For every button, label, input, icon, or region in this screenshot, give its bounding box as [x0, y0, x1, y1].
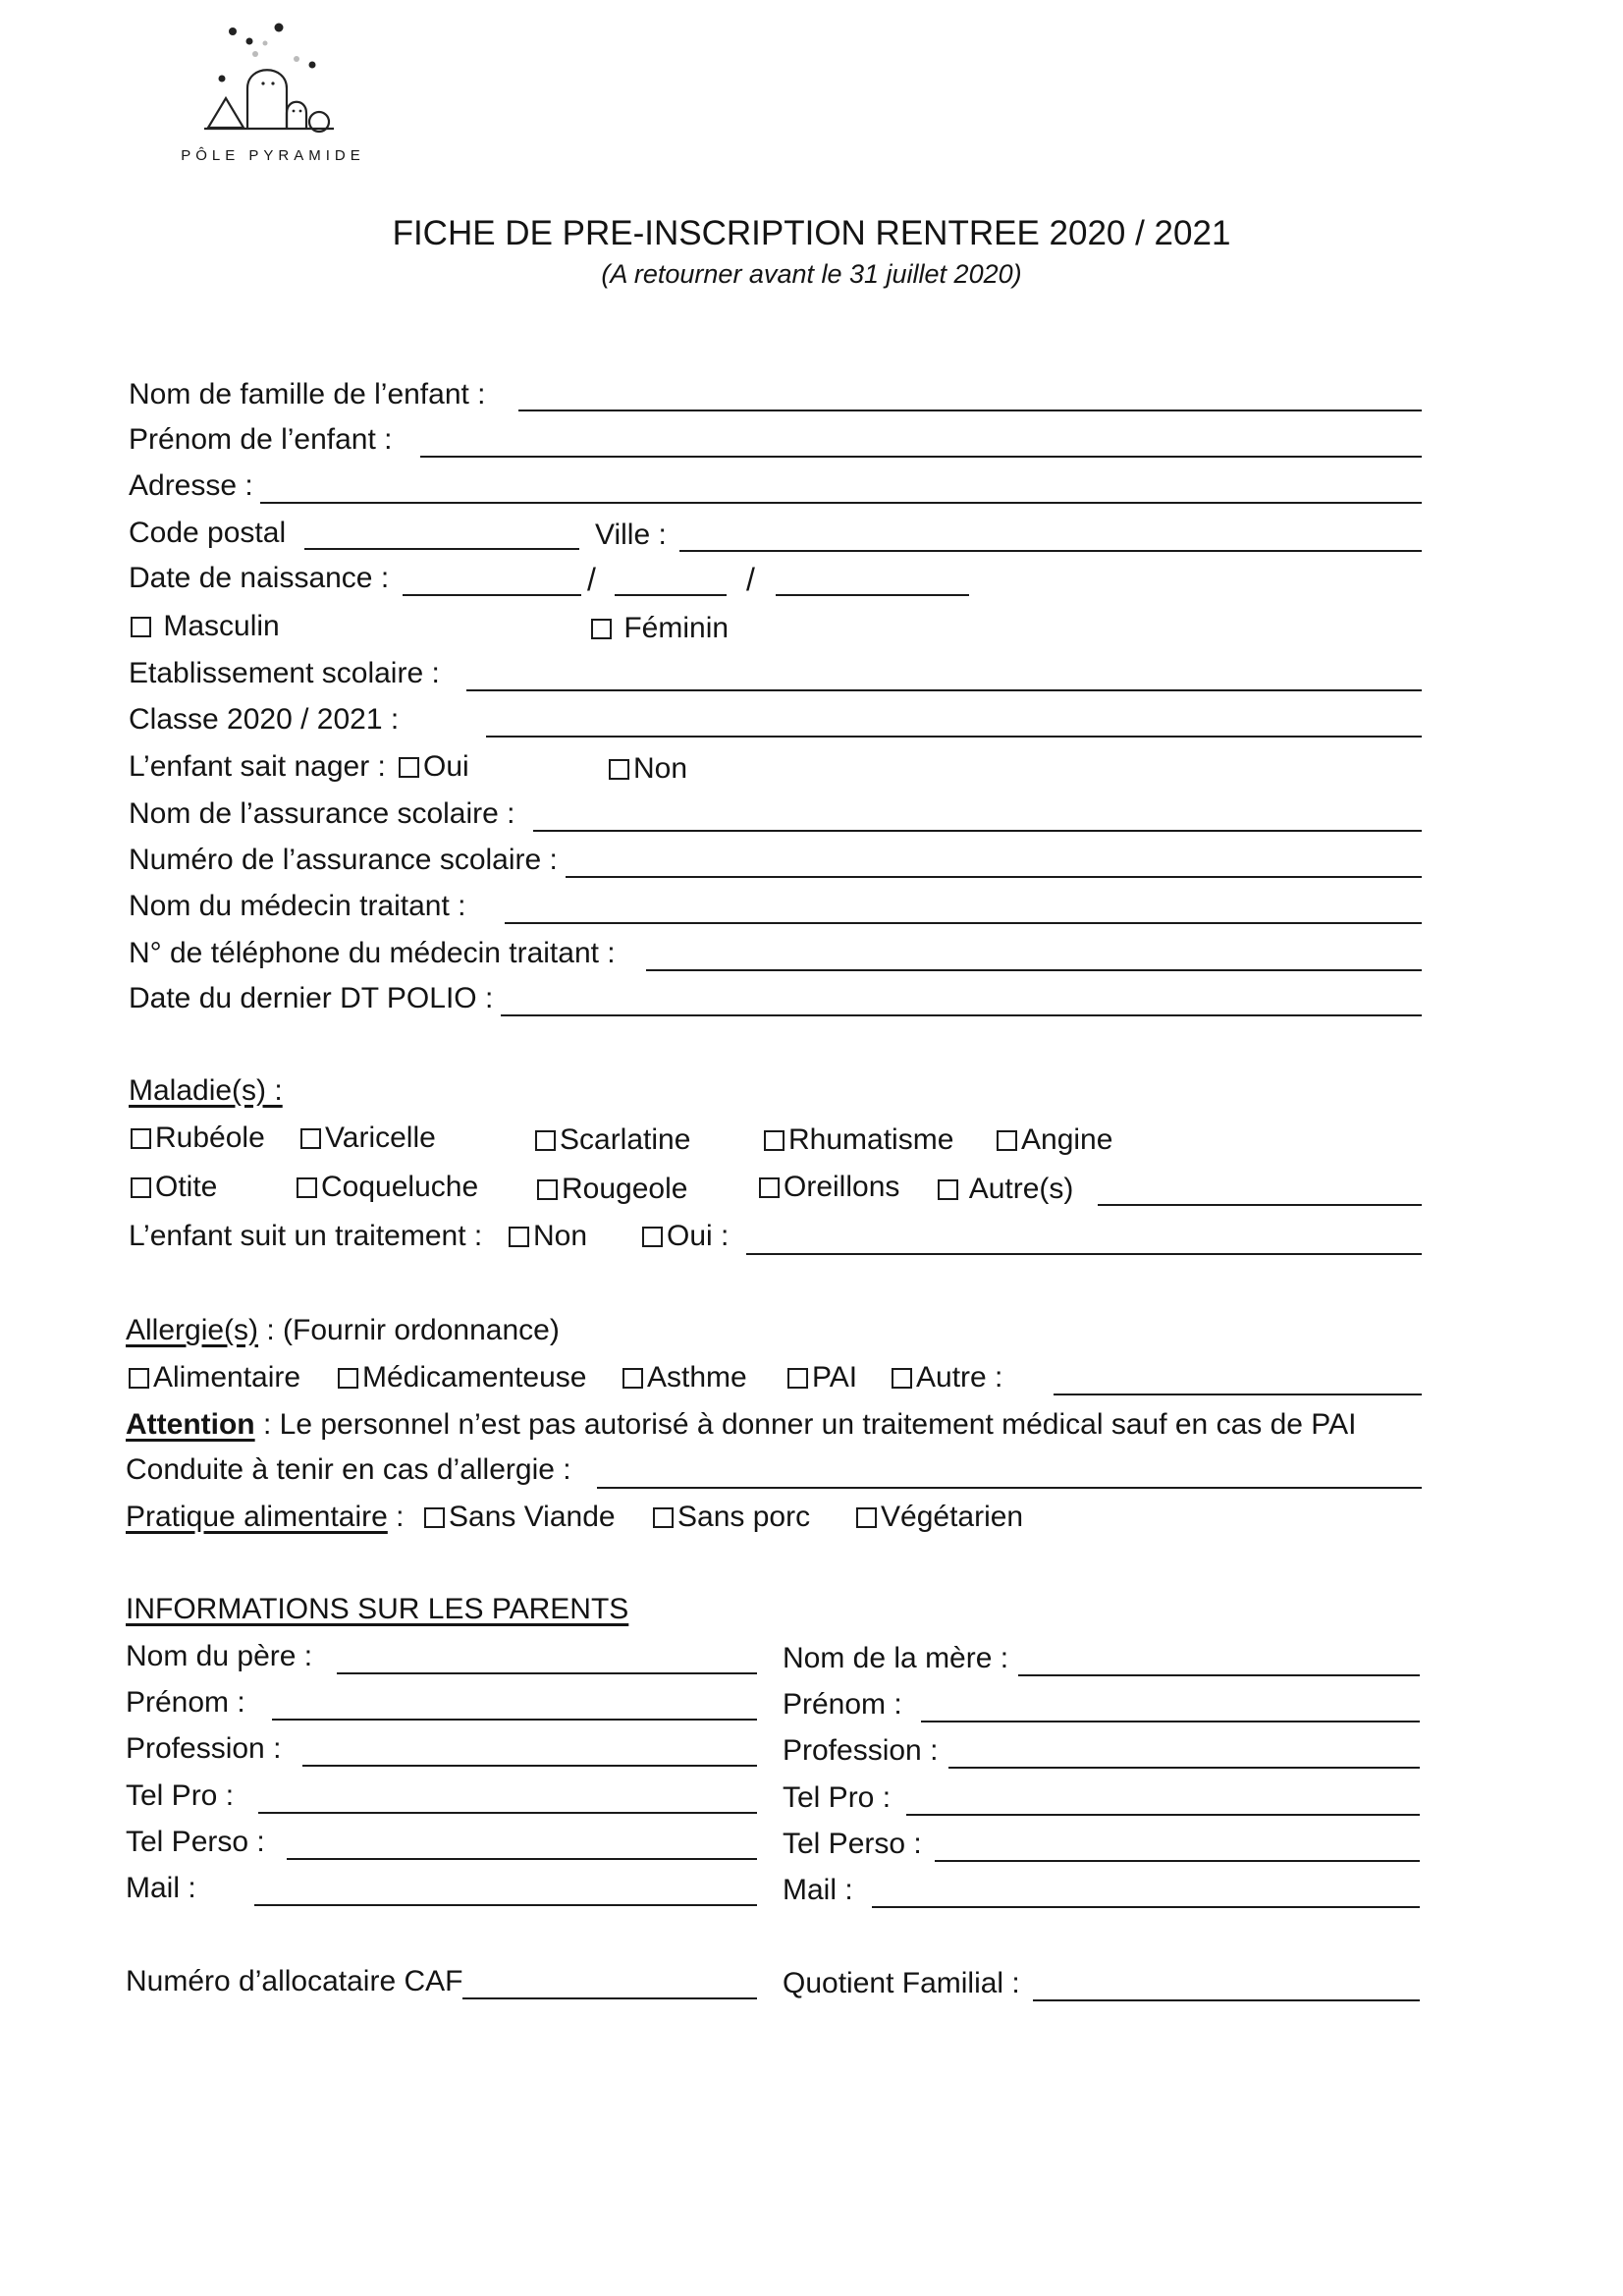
medecin-label: Nom du médecin traitant :: [129, 890, 466, 922]
quotient-field[interactable]: [1033, 1999, 1420, 2001]
assurance-num-field[interactable]: [566, 876, 1422, 878]
mail-pere-label: Mail :: [126, 1872, 196, 1904]
page-title: FICHE DE PRE-INSCRIPTION RENTREE 2020 / 2021: [392, 214, 1231, 252]
mail-pere-field[interactable]: [254, 1904, 757, 1906]
maladie-option[interactable]: Rhumatisme: [764, 1122, 953, 1158]
maladie-option[interactable]: Coqueluche: [297, 1170, 478, 1205]
prenom-enfant-label: Prénom de l’enfant :: [129, 423, 393, 456]
allergie-option[interactable]: Alimentaire: [129, 1360, 300, 1395]
pratique-option[interactable]: Sans Viande: [424, 1500, 616, 1535]
allergie-option[interactable]: Asthme: [622, 1360, 747, 1395]
nager-label: L’enfant sait nager :: [129, 750, 386, 783]
dtpolio-label: Date du dernier DT POLIO :: [129, 982, 494, 1014]
nager-oui-option[interactable]: Oui: [399, 749, 469, 785]
attention-note: Attention : Le personnel n’est pas autorisé à donner un traitement médical sauf en cas de PAI: [126, 1408, 1357, 1441]
pole-pyramide-logo-icon: [196, 20, 373, 147]
page-subtitle: (A retourner avant le 31 juillet 2020): [601, 259, 1022, 289]
adresse-label: Adresse :: [129, 469, 253, 502]
profession-pere-field[interactable]: [302, 1765, 757, 1767]
medecin-tel-label: N° de téléphone du médecin traitant :: [129, 937, 616, 969]
checkbox[interactable]: [764, 1130, 784, 1151]
maladie-option[interactable]: Varicelle: [300, 1121, 436, 1156]
allergie-option[interactable]: PAI: [787, 1360, 857, 1395]
traitement-label: L’enfant suit un traitement :: [129, 1220, 483, 1252]
etablissement-label: Etablissement scolaire :: [129, 657, 440, 689]
assurance-nom-field[interactable]: [533, 830, 1422, 832]
telpro-mere-label: Tel Pro :: [783, 1781, 892, 1814]
dtpolio-field[interactable]: [501, 1014, 1422, 1016]
checkbox[interactable]: [399, 757, 419, 778]
telpro-pere-label: Tel Pro :: [126, 1779, 235, 1812]
conduite-field[interactable]: [597, 1487, 1422, 1489]
checkbox[interactable]: [642, 1227, 663, 1247]
maladie-option[interactable]: Angine: [997, 1122, 1112, 1158]
code-postal-label: Code postal: [129, 517, 287, 549]
maladies-heading: Maladie(s) :: [129, 1074, 283, 1107]
checkbox[interactable]: [938, 1179, 958, 1200]
checkbox[interactable]: [297, 1177, 317, 1198]
pratique-label: Pratique alimentaire :: [126, 1501, 405, 1533]
checkbox[interactable]: [609, 759, 629, 780]
checkbox[interactable]: [591, 619, 612, 639]
date-naissance-label: Date de naissance :: [129, 562, 390, 594]
allergie-option[interactable]: Autre :: [892, 1360, 1002, 1395]
prenom-pere-label: Prénom :: [126, 1686, 245, 1719]
checkbox[interactable]: [424, 1507, 445, 1528]
autres-maladies-field[interactable]: [1098, 1204, 1422, 1206]
telpro-mere-field[interactable]: [906, 1814, 1420, 1816]
classe-label: Classe 2020 / 2021 :: [129, 703, 400, 736]
checkbox[interactable]: [997, 1130, 1017, 1151]
telpro-pere-field[interactable]: [258, 1812, 757, 1814]
mail-mere-field[interactable]: [872, 1906, 1420, 1908]
etablissement-field[interactable]: [466, 689, 1422, 691]
traitement-field[interactable]: [746, 1253, 1422, 1255]
nom-enfant-label: Nom de famille de l’enfant :: [129, 378, 486, 410]
pratique-option[interactable]: Sans porc: [653, 1500, 810, 1535]
ville-field[interactable]: [679, 550, 1422, 552]
allergies-heading: Allergie(s) : (Fournir ordonnance): [126, 1314, 560, 1346]
checkbox[interactable]: [892, 1368, 912, 1389]
allergie-option[interactable]: Médicamenteuse: [338, 1360, 586, 1395]
prenom-pere-field[interactable]: [272, 1719, 757, 1721]
checkbox[interactable]: [338, 1368, 358, 1389]
date-naissance-month-field[interactable]: [615, 594, 727, 596]
profession-mere-field[interactable]: [948, 1767, 1420, 1769]
telperso-mere-field[interactable]: [935, 1860, 1420, 1862]
date-naissance-year-field[interactable]: [776, 594, 969, 596]
checkbox[interactable]: [131, 1177, 151, 1198]
telperso-mere-label: Tel Perso :: [783, 1828, 922, 1860]
telperso-pere-label: Tel Perso :: [126, 1826, 265, 1858]
date-separator: /: [746, 562, 755, 597]
checkbox[interactable]: [129, 1368, 149, 1389]
conduite-label: Conduite à tenir en cas d’allergie :: [126, 1453, 571, 1486]
checkbox[interactable]: [856, 1507, 877, 1528]
medecin-tel-field[interactable]: [646, 969, 1422, 971]
caf-label: Numéro d’allocataire CAF: [126, 1965, 463, 1997]
checkbox[interactable]: [787, 1368, 808, 1389]
quotient-label: Quotient Familial :: [783, 1967, 1020, 1999]
caf-field[interactable]: [462, 1997, 757, 1999]
prenom-mere-label: Prénom :: [783, 1688, 902, 1721]
telperso-pere-field[interactable]: [287, 1858, 757, 1860]
parents-heading: INFORMATIONS SUR LES PARENTS: [126, 1593, 629, 1625]
logo-text: PÔLE PYRAMIDE: [181, 147, 365, 164]
assurance-num-label: Numéro de l’assurance scolaire :: [129, 844, 558, 876]
checkbox[interactable]: [535, 1130, 556, 1151]
masculin-option[interactable]: Masculin: [131, 609, 280, 644]
nom-enfant-field[interactable]: [518, 410, 1422, 411]
checkbox[interactable]: [759, 1177, 780, 1198]
traitement-non-option[interactable]: Non: [509, 1219, 587, 1254]
checkbox[interactable]: [509, 1227, 529, 1247]
classe-field[interactable]: [486, 736, 1422, 738]
checkbox[interactable]: [653, 1507, 674, 1528]
autre-allergie-field[interactable]: [1054, 1394, 1422, 1395]
pratique-option[interactable]: Végétarien: [856, 1500, 1023, 1535]
checkbox[interactable]: [131, 1128, 151, 1149]
date-separator: /: [587, 562, 596, 597]
traitement-oui-option[interactable]: Oui :: [642, 1219, 729, 1254]
nom-pere-label: Nom du père :: [126, 1640, 313, 1672]
date-naissance-day-field[interactable]: [403, 594, 581, 596]
ville-label: Ville :: [595, 519, 667, 551]
maladie-option[interactable]: Rougeole: [537, 1172, 687, 1207]
adresse-field[interactable]: [260, 502, 1422, 504]
checkbox[interactable]: [622, 1368, 643, 1389]
code-postal-field[interactable]: [304, 548, 579, 550]
assurance-nom-label: Nom de l’assurance scolaire :: [129, 797, 515, 830]
medecin-field[interactable]: [505, 922, 1422, 924]
maladie-option[interactable]: Autre(s): [938, 1172, 1073, 1207]
maladie-option[interactable]: Oreillons: [759, 1170, 899, 1205]
checkbox[interactable]: [300, 1128, 321, 1149]
nom-mere-field[interactable]: [1018, 1674, 1420, 1676]
checkbox[interactable]: [537, 1179, 558, 1200]
feminin-option[interactable]: Féminin: [591, 611, 729, 646]
maladie-option[interactable]: Rubéole: [131, 1121, 265, 1156]
prenom-enfant-field[interactable]: [420, 456, 1422, 458]
checkbox[interactable]: [131, 617, 151, 637]
prenom-mere-field[interactable]: [921, 1721, 1420, 1722]
nager-non-option[interactable]: Non: [609, 751, 687, 787]
maladie-option[interactable]: Otite: [131, 1170, 217, 1205]
profession-mere-label: Profession :: [783, 1734, 939, 1767]
mail-mere-label: Mail :: [783, 1874, 853, 1906]
maladie-option[interactable]: Scarlatine: [535, 1122, 690, 1158]
nom-pere-field[interactable]: [337, 1672, 757, 1674]
profession-pere-label: Profession :: [126, 1732, 282, 1765]
nom-mere-label: Nom de la mère :: [783, 1642, 1009, 1674]
